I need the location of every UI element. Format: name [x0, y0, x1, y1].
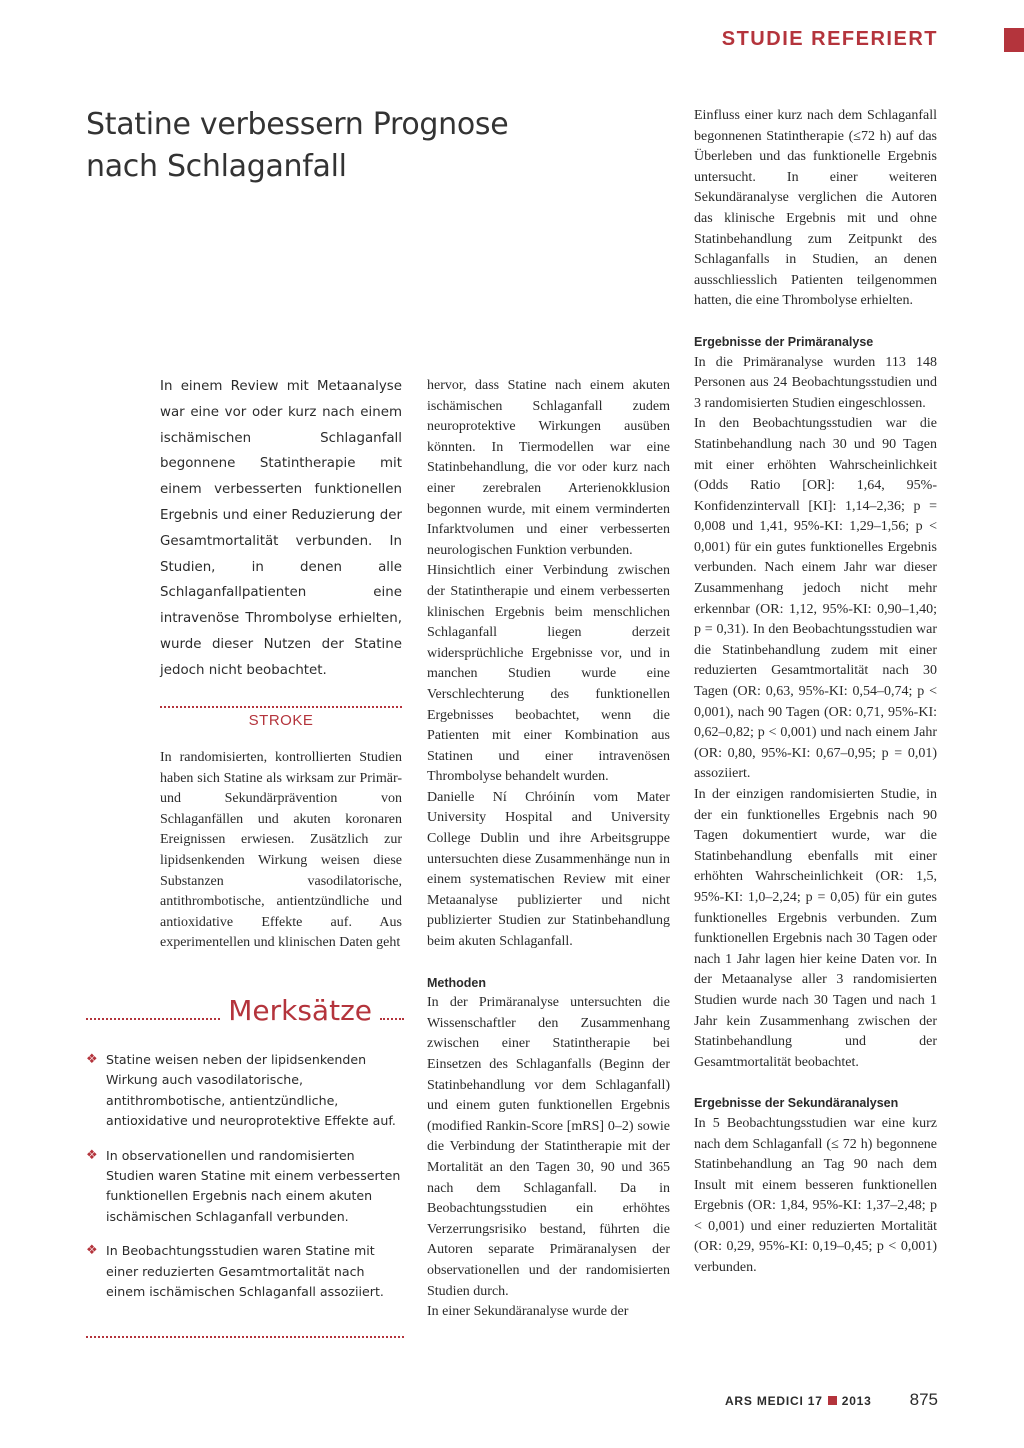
- merksatz-item: [86, 1050, 406, 1132]
- page-number: 875: [909, 1390, 938, 1409]
- column-2-paragraph: In der Primäranalyse untersuchten die Wissenschaftler den Zusammenhang zwischen einer Statintherapie bei Einsetzen des Schlaganfalls (Beginn der Statinbehandlung vor dem Schlaganfall) und einem guten funktionellen Ergebnis (modified Rankin-Score [mRS] 0–2) sowie die Verbindung der Statintherapie mit der Mortalität an den Tagen 30, 90 und 365 nach dem Schlaganfall. Da in Beobachtungsstudien ein erhöhtes Verzerrungsrisiko bestand, führten die Autoren separate Primäranalysen der observationellen und der randomisierten Studien durch.: [427, 995, 670, 1299]
- column-2-paragraph: In einer Sekundäranalyse wurde der: [427, 1304, 629, 1320]
- spacer: [427, 953, 670, 973]
- merksaetze-bottom-divider: [86, 1336, 404, 1338]
- merksatz-text: In observationellen und randomisierten Studien waren Statine mit einem verbesserten funktionellen Ergebnis nach einem akuten ischämischen Schlaganfall verbunden.: [106, 1147, 401, 1224]
- page-footer: [725, 1390, 938, 1410]
- merksatz-item: [86, 1241, 406, 1302]
- subheading-sekundaeranalysen: Ergebnisse der Sekundäranalysen: [694, 1096, 899, 1111]
- title-line-2: nach Schlaganfall: [86, 149, 347, 184]
- column-3-paragraph: In der einzigen randomisierten Studie, in der ein funktionelles Ergebnis nach 90 Tagen dokumentiert wurde, war die Statinbehandlung ebenfalls mit einer erhöhten Wahrscheinlichkeit (OR: 1,5, 95%-KI: 1,0–2,24; p = 0,05) für ein gutes funktionelles Ergebnis verbunden. Zum funktionellen Ergebnis nach 30 Tagen oder nach 1 Jahr lagen hier keine Daten vor. In der Metaanalyse aller 3 randomisierten Studien wurde nach 30 Tagen und nach 1 Jahr kein Zusammenhang zwischen der Statinbehandlung und der Gesamtmortalität beobachtet.: [694, 787, 937, 1070]
- subheading-primaeranalyse: Ergebnisse der Primäranalyse: [694, 334, 874, 349]
- lead-divider: [160, 706, 402, 708]
- column-3: [694, 106, 937, 1279]
- column-1: [160, 748, 402, 954]
- merksatz-text: Statine weisen neben der lipidsenkenden Wirkung auch vasodilatorische, antithrombotische, antientzündliche, antioxidative und neuroprotektive Effekte auf.: [106, 1052, 396, 1129]
- merksaetze-title: Merksätze: [228, 994, 372, 1027]
- column-2: [427, 376, 670, 1323]
- column-2-paragraph: hervor, dass Statine nach einem akuten ischämischen Schlaganfall zudem neuroprotektive Wirkungen ausüben könnten. In Tiermodellen war eine Statinbehandlung, die vor oder kurz nach einer zerebralen Arterienokklusion begonnen wurde, mit einem verminderten Infarktvolumen und einer verbesserten neurologischen Funktion verbunden.: [427, 378, 670, 558]
- column-3-paragraph: In 5 Beobachtungsstudien war eine kurz nach dem Schlaganfall (≤ 72 h) begonnene Statinbehandlung an Tag 90 nach dem Insult mit einem besseren funktionellen Ergebnis (OR: 1,84, 95%-KI: 1,37–2,48; p < 0,001) und einer reduzierten Mortalität (OR: 0,29, 95%-KI: 0,19–0,45; p < 0,001) verbunden.: [694, 1115, 937, 1276]
- diamond-bullet-icon: ❖: [86, 1147, 98, 1163]
- spacer: [694, 1073, 937, 1093]
- column-1-paragraph: In randomisierten, kontrollierten Studien haben sich Statine als wirksam zur Primär- und Sekundärprävention von Schlaganfällen und akuten koronaren Ereignissen erwiesen. Zusätzlich zur lipidsenkenden Wirkung weisen diese Substanzen vasodilatorische, antithrombotische, antientzündliche und antioxidative Effekte auf. Aus experimentellen und klinischen Daten geht: [160, 750, 402, 951]
- section-header: STUDIE REFERIERT: [721, 28, 938, 50]
- diamond-bullet-icon: ❖: [86, 1052, 98, 1067]
- diamond-bullet-icon: ❖: [86, 1243, 98, 1259]
- merksatz-item: [86, 1146, 406, 1228]
- column-2-paragraph: Hinsichtlich einer Verbindung zwischen der Statintherapie und einem verbesserten klinischen Ergebnis beim menschlichen Schlaganfall liegen derzeit widersprüchliche Ergebnisse vor, und in manchen Studien wurde eine Verschlechterung des funktionellen Ergebnisses beobachtet, wenn die Patienten mit einer Kombination aus Statinen und einer intravenösen Thrombolyse behandelt wurden.: [427, 563, 670, 785]
- merksatz-text: In Beobachtungsstudien waren Statine mit einer reduzierten Gesamtmortalität nach einem ischämischen Schlaganfall assoziiert.: [106, 1243, 384, 1300]
- subheading-methoden: Methoden: [427, 975, 487, 990]
- merksaetze-list: [86, 1050, 406, 1316]
- column-2-paragraph: Danielle Ní Chróinín vom Mater University Hospital and University College Dublin und ihre Arbeitsgruppe untersuchten diese Zusammenhänge nun in einem systematischen Review mit einer Metaanalyse publizierter und nicht publizierter Studien zur Statinbehandlung beim akuten Schlaganfall.: [427, 789, 670, 950]
- section-label-stroke: STROKE: [248, 712, 314, 729]
- column-3-paragraph: Einfluss einer kurz nach dem Schlaganfall begonnenen Statintherapie (≤72 h) auf das Überleben und das funktionelle Ergebnis untersucht. In einer weiteren Sekundäranalyse verglichen die Autoren das klinische Ergebnis mit und ohne Statinbehandlung zum Zeitpunkt des Schlaganfalls in Studien, an denen ausschliesslich Patienten teilgenommen hatten, die eine Thrombolyse erhielten.: [694, 108, 937, 309]
- header-accent-square: [1004, 28, 1024, 52]
- journal-name: ARS MEDICI 17: [724, 1394, 823, 1408]
- title-line-1: Statine verbessern Prognose: [86, 107, 509, 142]
- article-title: [86, 104, 556, 188]
- column-3-paragraph: In die Primäranalyse wurden 113 148 Personen aus 24 Beobachtungsstudien und 3 randomisierten Studien eingeschlossen.: [694, 354, 937, 411]
- journal-year: 2013: [841, 1394, 872, 1408]
- merksaetze-dots-left: [86, 1018, 220, 1020]
- spacer: [694, 312, 937, 332]
- lead-paragraph: In einem Review mit Metaanalyse war eine vor oder kurz nach einem ischämischen Schlaganfall begonnene Statintherapie mit einem verbesserten funktionellen Ergebnis und einer Reduzierung der Gesamtmortalität verbunden. In Studien, in denen alle Schlaganfallpatienten eine intravenöse Thrombolyse erhielten, wurde dieser Nutzen der Statine jedoch nicht beobachtet.: [160, 379, 402, 678]
- merksaetze-dots-right: [380, 1018, 404, 1020]
- column-3-paragraph: In den Beobachtungsstudien war die Statinbehandlung nach 30 und 90 Tagen mit einer erhöhten Wahrscheinlichkeit (Odds Ratio [OR]: 1,64, 95%-Konfidenzintervall [KI]: 1,14–2,36; p = 0,008 und 1,41, 95%-KI: 1,29–1,56; p < 0,001) für ein gutes funktionelles Ergebnis verbunden. Nach einem Jahr war dieser Zusammenhang jedoch nicht mehr erkennbar (OR: 1,12, 95%-KI: 0,90–1,40; p = 0,31). In den Beobachtungsstudien war die Statinbehandlung zudem mit einer reduzierten Gesamtmortalität nach 30 Tagen (OR: 0,63, 95%-KI: 0,54–0,74; p < 0,001), nach 90 Tagen (OR: 0,71, 95%-KI: 0,62–0,82; p < 0,001) und nach einem Jahr (OR: 0,80, 95%-KI: 0,67–0,95; p = 0,01) assoziiert.: [694, 416, 937, 782]
- footer-square-icon: [828, 1396, 837, 1405]
- merksaetze-heading: [86, 988, 404, 1028]
